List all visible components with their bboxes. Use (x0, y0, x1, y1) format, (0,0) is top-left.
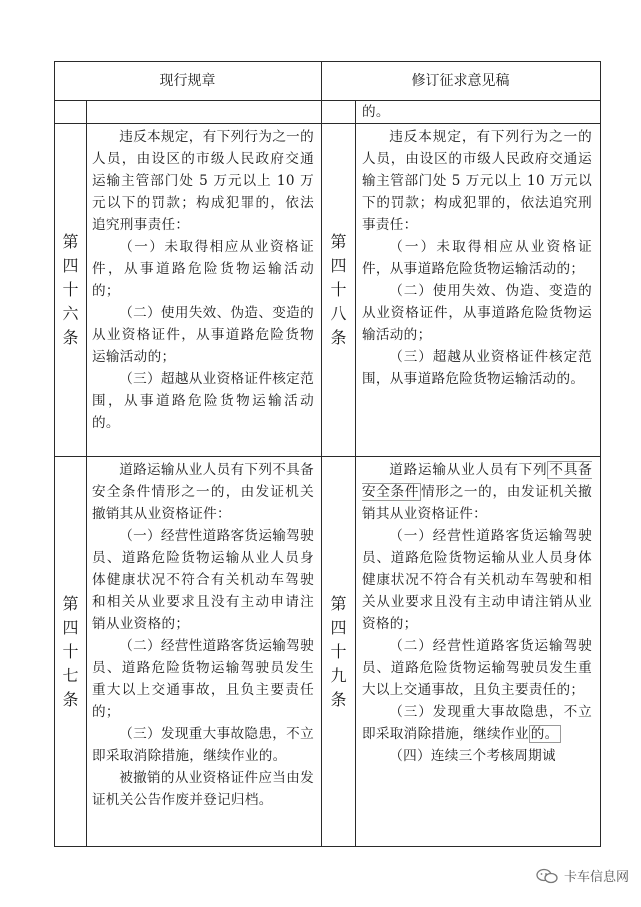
highlighted-phrase: 的。 (530, 726, 559, 742)
article-49-label (322, 457, 355, 846)
paragraph: （一）经营性道路客货运输驾驶员、道路危险货物运输从业人员身体健康状况不符合有关机动车驾驶和相关从业要求且没有主动申请注销从业资格的； (362, 528, 592, 632)
paragraph (362, 701, 592, 745)
watermark-text: 卡车信息网 (563, 870, 629, 885)
header-current-rules: 现行规章 (159, 73, 216, 89)
label-char: 条 (62, 689, 79, 709)
paragraph: 违反本规定，有下列行为之一的人员，由设区的市级人民政府交通运输主管部门处 5 万元以上 10 万元以下的罚款；构成犯罪的，依法追究刑事责任： (92, 129, 314, 233)
label-char: 九 (330, 665, 347, 685)
label-char: 十 (330, 280, 347, 299)
article-48-label (322, 124, 355, 456)
label-char: 第 (62, 593, 79, 613)
label-char: 四 (330, 617, 347, 637)
paragraph: （三）超越从业资格证件核定范围，从事道路危险货物运输活动的。 (92, 371, 314, 431)
paragraph: （二）使用失效、伪造、变造的从业资格证件，从事道路危险货物运输活动的； (92, 305, 314, 365)
label-char: 条 (62, 328, 79, 347)
article-47-content (92, 459, 314, 811)
label-char: 七 (62, 665, 79, 685)
label-char: 条 (330, 689, 347, 709)
paragraph: （一）未取得相应从业资格证件，从事道路危险货物运输活动的； (92, 239, 314, 299)
paragraph: （三）发现重大事故隐患，不立即采取消除措施，继续作业的。 (92, 726, 314, 764)
article-47-label (55, 457, 86, 846)
label-char: 十 (330, 641, 347, 661)
paragraph: （二）经营性道路客货运输驾驶员、道路危险货物运输驾驶员发生重大以上交通事故，且负主要责任的； (362, 638, 592, 698)
label-char: 四 (62, 256, 79, 275)
right-label-divider (355, 100, 356, 846)
text-run: （三）发现重大事故隐患，不立即采取消除措施，继续作业 (362, 704, 592, 742)
label-char: 八 (330, 304, 347, 323)
text-run: 情形之一的，由发证机关撤销其从业资格证件： (362, 484, 592, 522)
label-char: 第 (330, 232, 347, 251)
label-char: 条 (330, 328, 347, 347)
table-bottom-border (54, 846, 601, 847)
label-char: 四 (62, 617, 79, 637)
paragraph: （二）使用失效、伪造、变造的从业资格证件，从事道路危险货物运输活动的； (362, 283, 592, 343)
paragraph: （一）经营性道路客货运输驾驶员、道路危险货物运输从业人员身体健康状况不符合有关机动车驾驶和相关从业要求且没有主动申请注销从业资格的； (92, 528, 314, 632)
paragraph: （一）未取得相应从业资格证件，从事道路危险货物运输活动的； (362, 239, 592, 277)
paragraph (362, 459, 592, 525)
left-label-divider (86, 100, 87, 846)
paragraph: 被撤销的从业资格证件应当由发证机关公告作废并登记归档。 (92, 770, 314, 808)
paragraph: （二）经营性道路客货运输驾驶员、道路危险货物运输驾驶员发生重大以上交通事故，且负主要责任的； (92, 638, 314, 720)
label-char: 十 (62, 280, 79, 299)
label-char: 十 (62, 641, 79, 661)
continuation-text: 的。 (362, 104, 390, 120)
label-char: 四 (330, 256, 347, 275)
wechat-icon (536, 868, 558, 884)
paragraph: 道路运输从业人员有下列不具备安全条件情形之一的，由发证机关撤销其从业资格证件： (92, 462, 314, 522)
label-char: 第 (330, 593, 347, 613)
table-top-border (54, 61, 601, 62)
label-char: 第 (62, 232, 79, 251)
article-48-content (362, 126, 592, 390)
label-char: 六 (62, 304, 79, 323)
highlighted-phrase: 不具备安全条件 (362, 462, 592, 500)
header-revision-draft: 修订征求意见稿 (411, 73, 510, 89)
paragraph: 违反本规定，有下列行为之一的人员，由设区的市级人民政府交通运输主管部门处 5 万元以上 10 万元以下的罚款；构成犯罪的，依法追究刑事责任： (362, 129, 592, 233)
paragraph: （四）连续三个考核周期诚 (389, 748, 556, 764)
table-right-border (600, 61, 601, 847)
paragraph: （三）超越从业资格证件核定范围，从事道路危险货物运输活动的。 (362, 349, 592, 387)
text-run: 道路运输从业人员有下列 (389, 462, 548, 478)
article-49-content (362, 459, 592, 845)
article-46-label (55, 124, 86, 456)
watermark (536, 866, 629, 885)
article-46-content (92, 126, 314, 434)
